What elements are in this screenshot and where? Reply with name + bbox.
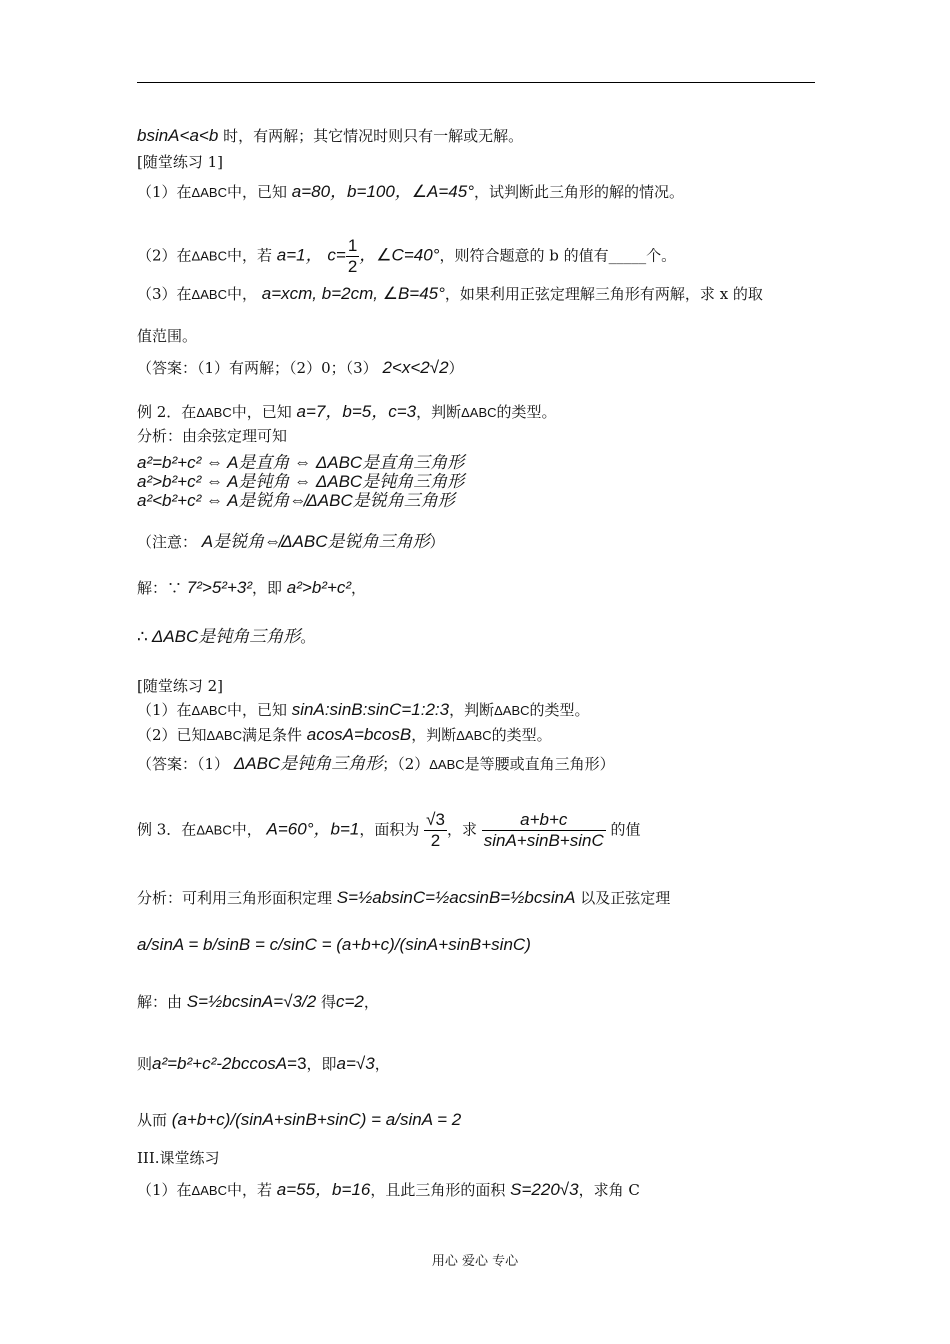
section-label: [随堂练习 1] — [137, 153, 224, 171]
text: 解：∵ — [137, 579, 183, 597]
fraction — [346, 236, 359, 277]
text-line: 值范围。 — [137, 327, 198, 345]
triangle-label: ΔABC — [461, 405, 497, 420]
text-line — [137, 284, 763, 305]
text-line — [137, 532, 445, 552]
text: 中，已知 — [226, 701, 287, 719]
text-line — [137, 888, 670, 908]
text: （2）在 — [137, 246, 192, 265]
denominator: 2 — [430, 831, 441, 850]
math: =3 — [287, 1054, 307, 1073]
text-line — [137, 627, 315, 647]
text: 例 2．在 — [137, 403, 197, 421]
text: ，判断 — [411, 726, 457, 744]
triangle-label: ΔABC — [191, 1183, 227, 1198]
text: 得 — [320, 993, 336, 1011]
text: 满足条件 — [241, 726, 302, 744]
text: ，即 — [252, 579, 283, 597]
numerator: a+b+c — [482, 810, 606, 831]
triangle-label: ΔABC — [191, 185, 227, 200]
math: S=½absinC=½acsinB=½bcsinA — [336, 888, 576, 907]
text: 。 — [300, 628, 316, 646]
text: ，求角 C — [578, 1181, 640, 1199]
math: acosA=bcosB — [306, 725, 412, 744]
math: ∴ ΔABC是钝角三角形 — [137, 627, 301, 646]
text: ） — [448, 359, 464, 377]
text: ，判断 — [449, 701, 495, 719]
text: 以及正弦定理 — [580, 889, 671, 907]
text: 中， — [226, 285, 257, 303]
text: 的值 — [610, 820, 641, 839]
formula-line: a/sinA = b/sinB = c/sinC = (a+b+c)/(sinA+sinB+sinC) — [137, 935, 531, 954]
text: 的类型。 — [491, 726, 552, 744]
math: a=7，b=5，c=3 — [296, 402, 417, 421]
math: bsinA<a<b — [137, 126, 219, 145]
text: 从而 — [137, 1111, 168, 1129]
section-label: [随堂练习 2] — [137, 677, 224, 695]
math: a=xcm, b=2cm, ∠B=45° — [261, 284, 445, 303]
text-line — [137, 182, 684, 203]
denominator: 2 — [347, 257, 358, 276]
triangle-label: ΔABC — [456, 728, 492, 743]
text: ，即 — [306, 1055, 337, 1073]
triangle-label: ΔABC — [191, 248, 227, 264]
triangle-label: ΔABC — [494, 703, 530, 718]
formula-line: a²=b²+c² ⇔ A是直角 ⇔ ΔABC是直角三角形 — [137, 453, 465, 472]
math: ΔABC是钝角三角形 — [233, 754, 383, 773]
triangle-label: ΔABC — [196, 405, 232, 420]
text: ，且此三角形的面积 — [370, 1181, 506, 1199]
text: ， — [363, 993, 379, 1011]
text: 则 — [137, 1055, 153, 1073]
math: ，∠C=40° — [359, 245, 440, 265]
fraction — [424, 810, 447, 851]
text-line — [137, 1054, 390, 1074]
text: ，则符合题意的 b 的值有_____个。 — [439, 246, 677, 265]
text: （1）在 — [137, 1181, 192, 1199]
math: S=220√3 — [510, 1180, 579, 1199]
text: 分析：可利用三角形面积定理 — [137, 889, 333, 907]
math: 7²>5²+3² — [186, 578, 252, 597]
math: 2<x<2√2 — [382, 358, 449, 377]
text: 的类型。 — [496, 403, 557, 421]
text: 中， — [231, 820, 262, 839]
text-line — [137, 236, 676, 277]
text: （1）在 — [137, 183, 192, 201]
text-line — [137, 810, 641, 851]
math: sinA:sinB:sinC=1:2:3 — [291, 700, 450, 719]
triangle-label: ΔABC — [191, 703, 227, 718]
text: 中，若 — [226, 1181, 272, 1199]
text: 中，若 — [226, 246, 272, 265]
text: （2）已知 — [137, 726, 207, 744]
text-line — [137, 725, 552, 746]
text: （注意： — [137, 533, 198, 551]
text: 例 3．在 — [137, 820, 197, 839]
math: a²>b²+c² — [286, 578, 352, 597]
math: A是锐角⇎ΔABC是锐角三角形 — [201, 532, 430, 551]
triangle-label: ΔABC — [206, 728, 242, 743]
text: ，如果利用正弦定理解三角形有两解，求 x 的取 — [444, 285, 763, 303]
text: （1）在 — [137, 701, 192, 719]
text-line — [137, 754, 615, 775]
text: 是等腰或直角三角形） — [464, 755, 615, 773]
text: （答案：（1） — [137, 755, 230, 773]
fraction — [482, 810, 606, 851]
header-rule — [137, 82, 815, 83]
text: 的类型。 — [529, 701, 590, 719]
text-line — [137, 402, 557, 423]
text: 中，已知 — [226, 183, 287, 201]
text: 时，有两解；其它情况时则只有一解或无解。 — [223, 127, 524, 145]
page-footer: 用心 爱心 专心 — [431, 1254, 519, 1269]
text: （答案：（1）有两解；（2）0；（3） — [137, 359, 378, 377]
formula-line: a²>b²+c² ⇔ A是钝角 ⇔ ΔABC是钝角三角形 — [137, 472, 465, 491]
numerator: 1 — [347, 236, 358, 255]
math: c=2 — [335, 992, 364, 1011]
text: ，求 — [446, 820, 477, 839]
text-line — [137, 126, 523, 146]
text: ，面积为 — [359, 820, 420, 839]
math: a=1， — [276, 245, 323, 265]
math: a=55，b=16 — [276, 1180, 371, 1199]
text: （3）在 — [137, 285, 192, 303]
math: c= — [327, 245, 346, 265]
text: 解：由 — [137, 993, 183, 1011]
text: ，判断 — [416, 403, 462, 421]
section-label: III.课堂练习 — [137, 1149, 220, 1167]
text: ；（2） — [382, 755, 430, 773]
math: A=60°，b=1 — [266, 819, 360, 839]
text-line — [137, 992, 379, 1012]
triangle-label: ΔABC — [191, 287, 227, 302]
math: S=½bcsinA=√3/2 — [186, 992, 317, 1011]
triangle-label: ΔABC — [429, 757, 465, 772]
math: a²=b²+c²-2bccosA — [152, 1054, 288, 1073]
text-line — [137, 1110, 461, 1130]
denominator: sinA+sinB+sinC — [483, 831, 604, 850]
math: (a+b+c)/(sinA+sinB+sinC) = a/sinA = 2 — [171, 1110, 462, 1129]
math: a=√3 — [336, 1054, 375, 1073]
triangle-label: ΔABC — [196, 822, 232, 838]
text: ） — [429, 533, 445, 551]
text-line — [137, 358, 464, 378]
text-line: 分析：由余弦定理可知 — [137, 427, 288, 445]
text: ， — [374, 1055, 390, 1073]
text: ， — [351, 579, 367, 597]
text-line — [137, 578, 366, 598]
text-line — [137, 700, 590, 721]
formula-line: a²<b²+c² ⇔ A是锐角⇎ΔABC是锐角三角形 — [137, 491, 455, 510]
text: 中，已知 — [231, 403, 292, 421]
text: ，试判断此三角形的解的情况。 — [474, 183, 685, 201]
math: a=80，b=100，∠A=45° — [291, 182, 475, 201]
numerator: √3 — [426, 810, 445, 829]
text-line — [137, 1180, 640, 1201]
